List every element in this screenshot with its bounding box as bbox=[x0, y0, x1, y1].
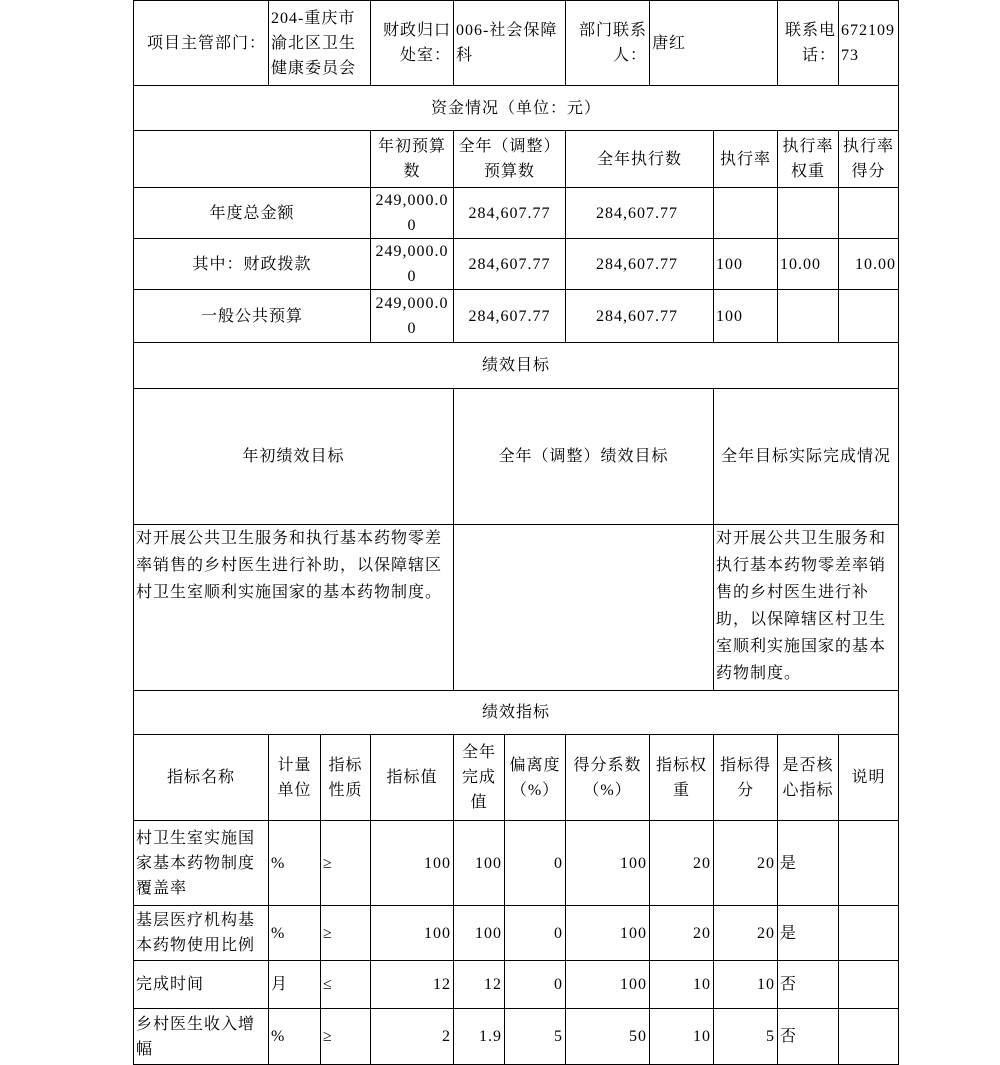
funds-cell: 284,607.77 bbox=[454, 290, 566, 343]
funds-cell: 249,000.00 bbox=[371, 188, 454, 239]
indicator-cell: 100 bbox=[371, 906, 454, 961]
funds-cell: 249,000.00 bbox=[371, 290, 454, 343]
indicator-col: 是否核心指标 bbox=[778, 735, 839, 821]
indicator-cell: 100 bbox=[454, 821, 505, 906]
funds-cell bbox=[714, 188, 778, 239]
phone-value: 67210973 bbox=[839, 1, 899, 86]
funds-corner bbox=[134, 131, 371, 188]
funds-row-label: 年度总金额 bbox=[134, 188, 371, 239]
funds-col: 全年执行数 bbox=[566, 131, 714, 188]
goal-actual: 对开展公共卫生服务和执行基本药物零差率销售的乡村医生进行补助，以保障辖区村卫生室顺利实施国家的基本药物制度。 bbox=[714, 525, 899, 691]
indicator-cell: 100 bbox=[454, 906, 505, 961]
finance-value: 006-社会保障科 bbox=[454, 1, 566, 86]
dept-value: 204-重庆市渝北区卫生健康委员会 bbox=[269, 1, 371, 86]
indicator-row bbox=[134, 1009, 899, 1065]
funds-row bbox=[134, 188, 899, 239]
indicator-cell: 是 bbox=[778, 906, 839, 961]
indicator-cell: 50 bbox=[566, 1009, 650, 1065]
funds-title: 资金情况（单位：元） bbox=[134, 86, 899, 131]
funds-cell bbox=[778, 290, 839, 343]
indicator-cell: 100 bbox=[371, 821, 454, 906]
goals-header-row bbox=[134, 389, 899, 525]
indicator-cell: 否 bbox=[778, 961, 839, 1009]
indicator-col: 指标权重 bbox=[650, 735, 714, 821]
funds-cell bbox=[839, 188, 899, 239]
indicator-cell: 5 bbox=[505, 1009, 566, 1065]
indicator-cell: 1.9 bbox=[454, 1009, 505, 1065]
indicator-cell: 20 bbox=[714, 906, 778, 961]
indicator-col: 指标性质 bbox=[321, 735, 371, 821]
indicator-cell: 20 bbox=[650, 906, 714, 961]
funds-cell: 284,607.77 bbox=[566, 188, 714, 239]
indicator-cell: 100 bbox=[566, 961, 650, 1009]
goal-initial: 对开展公共卫生服务和执行基本药物零差率销售的乡村医生进行补助，以保障辖区村卫生室顺利实施国家的基本药物制度。 bbox=[134, 525, 454, 691]
indicator-cell: 否 bbox=[778, 1009, 839, 1065]
indicator-cell: 10 bbox=[714, 961, 778, 1009]
indicator-col: 指标得分 bbox=[714, 735, 778, 821]
goals-col: 全年目标实际完成情况 bbox=[714, 389, 899, 525]
funds-cell: 100 bbox=[714, 290, 778, 343]
indicators-header-row bbox=[134, 735, 899, 821]
indicator-cell: 2 bbox=[371, 1009, 454, 1065]
indicator-cell: 12 bbox=[371, 961, 454, 1009]
performance-table bbox=[133, 0, 899, 1065]
indicator-cell: 0 bbox=[505, 821, 566, 906]
indicator-cell: 0 bbox=[505, 906, 566, 961]
indicator-cell: 完成时间 bbox=[134, 961, 269, 1009]
funds-cell: 284,607.77 bbox=[454, 188, 566, 239]
contact-value: 唐红 bbox=[650, 1, 778, 86]
indicator-row bbox=[134, 961, 899, 1009]
goals-col: 年初绩效目标 bbox=[134, 389, 454, 525]
indicator-cell: 月 bbox=[269, 961, 321, 1009]
indicator-cell: 5 bbox=[714, 1009, 778, 1065]
funds-cell: 284,607.77 bbox=[566, 290, 714, 343]
indicator-cell: 10 bbox=[650, 961, 714, 1009]
indicator-cell: 10 bbox=[650, 1009, 714, 1065]
indicator-col: 全年完成值 bbox=[454, 735, 505, 821]
indicator-cell: 0 bbox=[505, 961, 566, 1009]
indicator-col: 说明 bbox=[839, 735, 899, 821]
funds-cell: 10.00 bbox=[839, 239, 899, 290]
dept-label: 项目主管部门： bbox=[134, 1, 269, 86]
indicator-cell: 100 bbox=[566, 821, 650, 906]
indicator-col: 计量单位 bbox=[269, 735, 321, 821]
contact-label: 部门联系人： bbox=[566, 1, 650, 86]
indicator-cell bbox=[839, 821, 899, 906]
funds-cell: 100 bbox=[714, 239, 778, 290]
indicator-cell: 基层医疗机构基本药物使用比例 bbox=[134, 906, 269, 961]
indicator-col: 指标名称 bbox=[134, 735, 269, 821]
funds-col: 执行率权重 bbox=[778, 131, 839, 188]
indicator-cell: % bbox=[269, 1009, 321, 1065]
indicator-col: 得分系数（%） bbox=[566, 735, 650, 821]
goals-title: 绩效目标 bbox=[134, 343, 899, 389]
header-row bbox=[134, 1, 899, 86]
indicator-cell: % bbox=[269, 906, 321, 961]
indicator-row bbox=[134, 906, 899, 961]
funds-cell: 284,607.77 bbox=[566, 239, 714, 290]
funds-row-label: 其中：财政拨款 bbox=[134, 239, 371, 290]
indicator-cell: 12 bbox=[454, 961, 505, 1009]
funds-cell: 284,607.77 bbox=[454, 239, 566, 290]
goal-adjusted bbox=[454, 525, 714, 691]
funds-col: 执行率 bbox=[714, 131, 778, 188]
indicator-cell: 20 bbox=[650, 821, 714, 906]
funds-row-label: 一般公共预算 bbox=[134, 290, 371, 343]
indicator-cell: ≥ bbox=[321, 1009, 371, 1065]
phone-label: 联系电话： bbox=[778, 1, 839, 86]
funds-header-row bbox=[134, 131, 899, 188]
indicator-cell: ≥ bbox=[321, 906, 371, 961]
indicator-cell: 100 bbox=[566, 906, 650, 961]
indicator-cell bbox=[839, 906, 899, 961]
indicator-cell: % bbox=[269, 821, 321, 906]
indicator-cell: 乡村医生收入增幅 bbox=[134, 1009, 269, 1065]
indicator-cell bbox=[839, 1009, 899, 1065]
funds-col: 执行率得分 bbox=[839, 131, 899, 188]
finance-label: 财政归口处室： bbox=[371, 1, 454, 86]
funds-cell: 10.00 bbox=[778, 239, 839, 290]
indicator-cell: ≤ bbox=[321, 961, 371, 1009]
indicator-row bbox=[134, 821, 899, 906]
goals-col: 全年（调整）绩效目标 bbox=[454, 389, 714, 525]
indicator-col: 偏离度（%） bbox=[505, 735, 566, 821]
indicator-cell: ≥ bbox=[321, 821, 371, 906]
indicator-cell: 是 bbox=[778, 821, 839, 906]
funds-cell: 249,000.00 bbox=[371, 239, 454, 290]
funds-row bbox=[134, 290, 899, 343]
funds-cell bbox=[778, 188, 839, 239]
indicator-cell: 村卫生室实施国家基本药物制度覆盖率 bbox=[134, 821, 269, 906]
indicator-cell bbox=[839, 961, 899, 1009]
funds-cell bbox=[839, 290, 899, 343]
funds-col: 年初预算数 bbox=[371, 131, 454, 188]
indicator-cell: 20 bbox=[714, 821, 778, 906]
indicators-title: 绩效指标 bbox=[134, 691, 899, 735]
goals-row bbox=[134, 525, 899, 691]
indicator-col: 指标值 bbox=[371, 735, 454, 821]
funds-row bbox=[134, 239, 899, 290]
funds-col: 全年（调整）预算数 bbox=[454, 131, 566, 188]
